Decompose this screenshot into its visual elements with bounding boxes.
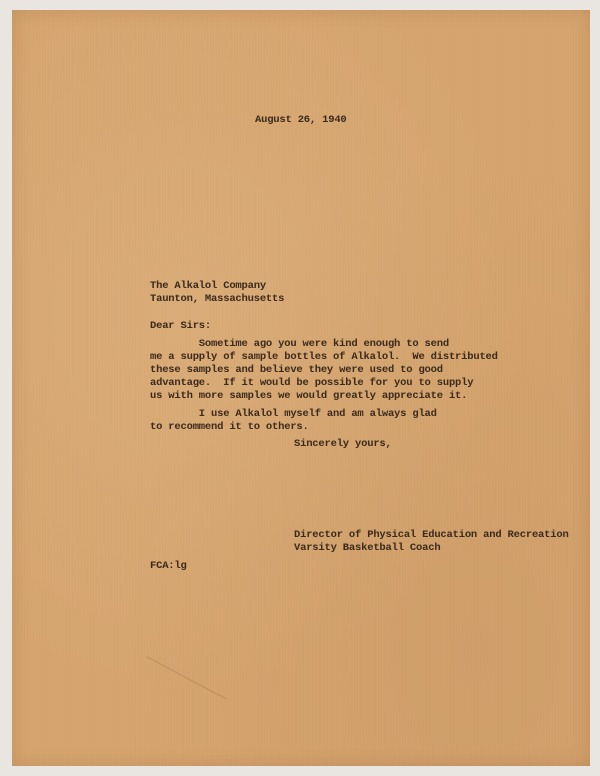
paper-crease	[128, 656, 227, 734]
body-line: these samples and believe they were used to good	[150, 364, 443, 376]
closing: Sincerely yours,	[294, 438, 392, 450]
signature-title: Director of Physical Education and Recreation	[294, 529, 569, 541]
body-line: advantage. If it would be possible for you to supply	[150, 377, 474, 389]
reference-initials: FCA:lg	[150, 560, 187, 572]
body-line: to recommend it to others.	[150, 421, 309, 433]
recipient-location: Taunton, Massachusetts	[150, 293, 285, 305]
recipient-name: The Alkalol Company	[150, 280, 266, 292]
letter-page	[12, 10, 590, 766]
letter-date: August 26, 1940	[255, 114, 347, 126]
body-line: us with more samples we would greatly appreciate it.	[150, 390, 468, 402]
body-line: Sometime ago you were kind enough to send	[150, 338, 449, 350]
body-line: me a supply of sample bottles of Alkalol. We distributed	[150, 351, 498, 363]
salutation: Dear Sirs:	[150, 320, 212, 332]
signature-subtitle: Varsity Basketball Coach	[294, 542, 441, 554]
body-line: I use Alkalol myself and am always glad	[150, 408, 437, 420]
